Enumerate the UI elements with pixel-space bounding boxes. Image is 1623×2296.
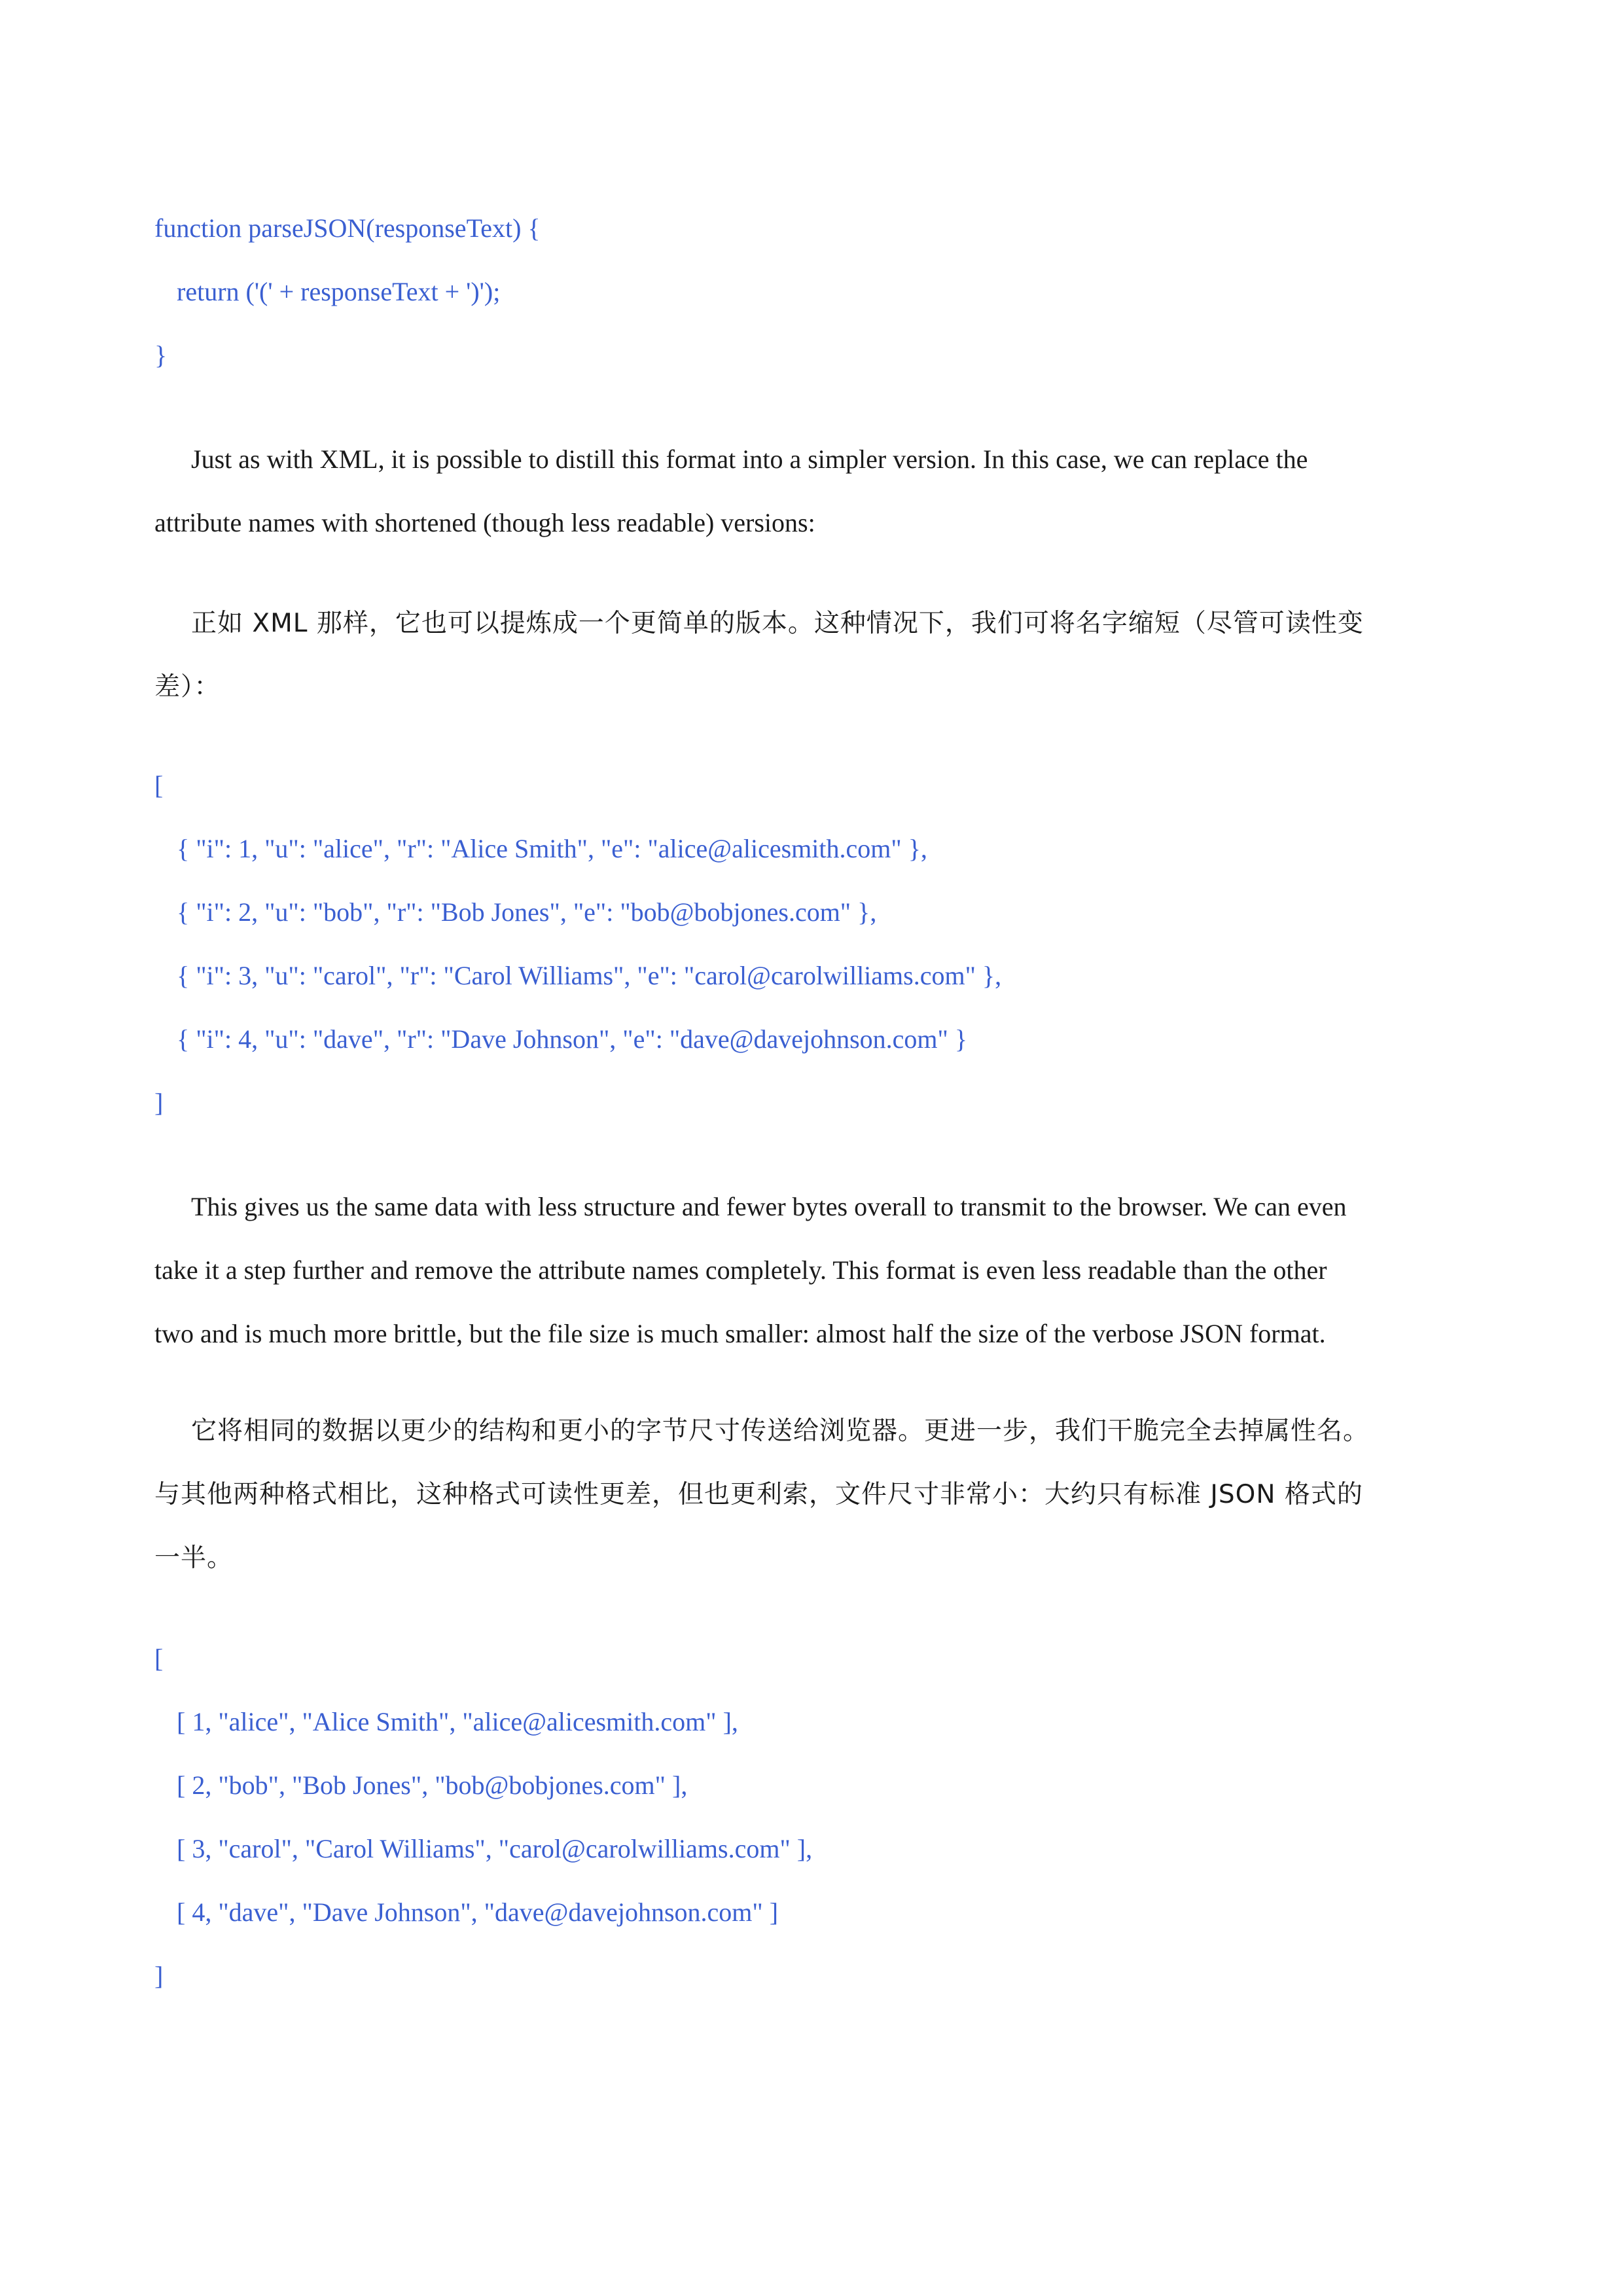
code-block-arrays [154,1626,1470,2007]
code-line: } [154,340,168,370]
paragraph-line: 正如 XML 那样，它也可以提炼成一个更简单的版本。这种情况下，我们可将名字缩短（尽管可读性变 [191,609,1364,638]
paragraph-english-2 [154,1175,1470,1365]
paragraph-line: take it a step further and remove the attribute names completely. This format is even less readable than the other [154,1255,1327,1285]
code-block-parse-json [154,196,1470,387]
code-line: ] [154,1088,164,1117]
code-line: { "i": 1, "u": "alice", "r": "Alice Smith", "e": "alice@alicesmith.com" }, [177,834,927,863]
code-line: [ 1, "alice", "Alice Smith", "alice@alicesmith.com" ], [177,1707,738,1736]
paragraph-line: 它将相同的数据以更少的结构和更小的字节尺寸传送给浏览器。更进一步，我们干脆完全去掉属性名。 [191,1416,1370,1446]
code-line: { "i": 3, "u": "carol", "r": "Carol Williams", "e": "carol@carolwilliams.com" }, [177,961,1002,990]
code-line: { "i": 2, "u": "bob", "r": "Bob Jones", "e": "bob@bobjones.com" }, [177,897,877,927]
paragraph-line: 一半。 [154,1543,234,1573]
paragraph-line: two and is much more brittle, but the file size is much smaller: almost half the size of the verbose JSON format. [154,1319,1326,1348]
paragraph-line: 差）： [154,672,221,702]
code-line: ] [154,1961,164,1990]
code-line: function parseJSON(responseText) { [154,213,541,243]
paragraph-line: Just as with XML, it is possible to distill this format into a simpler version. In this case, we can replace the [191,444,1308,474]
code-line: [ 4, "dave", "Dave Johnson", "dave@davejohnson.com" ] [177,1897,779,1927]
paragraph-chinese-2 [154,1399,1470,1590]
paragraph-line: This gives us the same data with less structure and fewer bytes overall to transmit to the browser. We can even [191,1192,1347,1221]
code-line: return ('(' + responseText + ')'); [177,277,501,306]
code-line: { "i": 4, "u": "dave", "r": "Dave Johnson", "e": "dave@davejohnson.com" } [177,1024,968,1054]
code-line: [ [154,1643,164,1673]
paragraph-chinese-1 [154,592,1470,719]
code-line: [ 3, "carol", "Carol Williams", "carol@carolwilliams.com" ], [177,1834,813,1863]
paragraph-line: attribute names with shortened (though less readable) versions: [154,508,815,537]
paragraph-line: 与其他两种格式相比，这种格式可读性更差，但也更利索，文件尺寸非常小：大约只有标准 JSON 格式的 [154,1480,1363,1509]
paragraph-english-1 [154,427,1470,554]
code-line: [ [154,770,164,800]
code-block-short-names [154,753,1470,1134]
code-line: [ 2, "bob", "Bob Jones", "bob@bobjones.com" ], [177,1770,688,1800]
